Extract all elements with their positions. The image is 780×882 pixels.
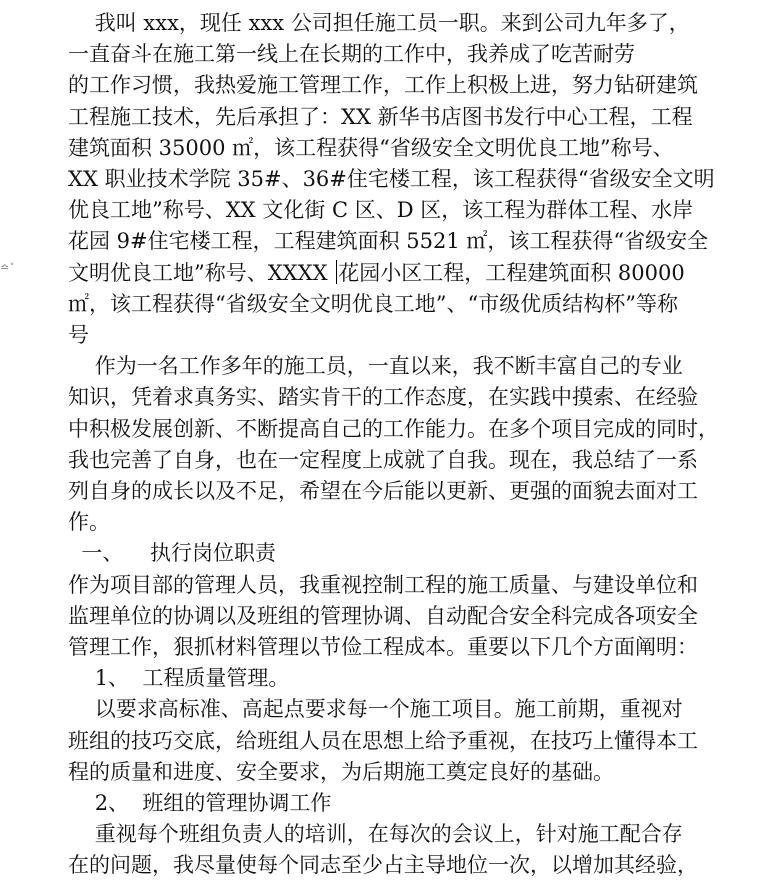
line-17: 作。	[68, 510, 110, 535]
line-16: 列自身的成长以及不足，希望在今后能以更新、更强的面貌去面对工	[68, 479, 698, 504]
section-heading-1: 一、 执行岗位职责	[68, 541, 277, 566]
line-7: 优良工地”称号、XX 文化街 C 区、D 区，该工程为群体工程、水岸	[68, 198, 694, 223]
line-9a: 文明优良工地”称号、XXXX	[68, 260, 335, 285]
line-5: 建筑面积 35000 ㎡，该工程获得“省级安全文明优良工地”称号、	[68, 135, 674, 160]
line-11: 号	[68, 323, 89, 348]
subheading-2: 2、 班组的管理协调工作	[68, 791, 332, 816]
line-25: 程的质量和进度、安全要求，为后期施工奠定良好的基础。	[68, 759, 614, 784]
document-body[interactable]	[68, 8, 736, 882]
line-14: 中积极发展创新、不断提高自己的工作能力。在多个项目完成的同时，	[68, 416, 719, 441]
line-15: 我也完善了自身，也在一定程度上成就了自我。现在，我总结了一系	[68, 447, 698, 472]
line-3: 的工作习惯，我热爱施工管理工作，工作上积极上进，努力钻研建筑	[68, 73, 698, 98]
subheading-1: 1、 工程质量管理。	[68, 666, 290, 691]
line-27: 重视每个班组负责人的培训，在每次的会议上，针对施工配合存	[68, 822, 683, 847]
paragraph-anchor-icon: ≏˅	[0, 261, 15, 274]
line-4: 工程施工技术，先后承担了：XX 新华书店图书发行中心工程，工程	[68, 104, 693, 129]
line-24: 班组的技巧交底，给班组人员在思想上给予重视，在技巧上懂得本工	[68, 728, 698, 753]
line-20: 监理单位的协调以及班组的管理协调、自动配合安全科完成各项安全	[68, 603, 698, 628]
line-1: 我叫 xxx，现任 xxx 公司担任施工员一职。来到公司九年多了，	[68, 11, 690, 35]
line-9b: 花园小区工程，工程建筑面积 80000	[338, 260, 685, 285]
line-10: ㎡，该工程获得“省级安全文明优良工地”、“市级优质结构杯”等称	[68, 291, 678, 316]
line-19: 作为项目部的管理人员，我重视控制工程的施工质量、与建设单位和	[68, 572, 698, 597]
line-6: XX 职业技术学院 35#、36#住宅楼工程，该工程获得“省级安全文明	[68, 167, 715, 192]
line-13: 知识，凭着求真务实、踏实肯干的工作态度，在实践中摸索、在经验	[68, 385, 698, 410]
line-8: 花园 9#住宅楼工程，工程建筑面积 5521 ㎡，该工程获得“省级安全	[68, 229, 709, 254]
line-23: 以要求高标准、高起点要求每一个施工项目。施工前期，重视对	[68, 697, 683, 722]
line-2: 一直奋斗在施工第一线上在长期的工作中，我养成了吃苦耐劳	[68, 42, 635, 67]
line-21: 管理工作，狠抓材料管理以节俭工程成本。重要以下几个方面阐明：	[68, 635, 698, 660]
line-12: 作为一名工作多年的施工员，一直以来，我不断丰富自己的专业	[68, 354, 683, 379]
line-28: 在的问题，我尽量使每个同志至少占主导地位一次，以增加其经验，	[68, 853, 698, 878]
